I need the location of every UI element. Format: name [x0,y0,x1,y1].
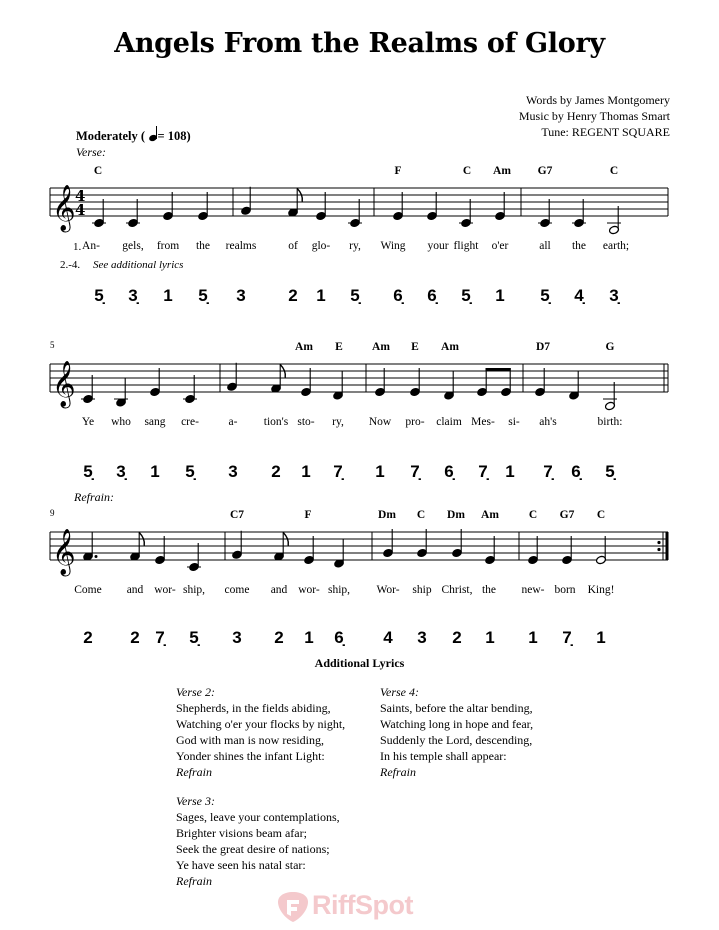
riffspot-logo: RiffSpot [312,890,413,920]
scale-degree-number: 2 [130,628,140,647]
lyric-syllable: the [481,584,497,596]
scale-degree-number: 3 [417,628,427,647]
chord-symbol: C [462,165,472,177]
verse-4-label: Verse 4: [380,685,419,699]
scale-degree-number: 1 [301,462,311,481]
verse-3-line: Ye have seen his natal star: [176,858,306,872]
verse-4-line: Saints, before the altar bending, [380,701,533,715]
lyric-syllable: An- [82,240,100,252]
lyric-syllable: and [270,584,288,596]
lyric-syllable: pro- [405,416,425,428]
lyric-syllable: sang [144,416,166,428]
lyric-syllable: gels, [122,240,144,252]
verse-label: Verse: [76,145,106,159]
chord-symbol: E [335,341,343,353]
measure-number-9: 9 [50,508,55,518]
chord-symbol: C [528,509,538,521]
verse-3-line: Sages, leave your contemplations, [176,810,340,824]
lyric-syllable: claim [436,416,462,428]
scale-degree-number: 6̣ [393,286,403,305]
scale-degree-number: 1 [304,628,314,647]
chord-symbol: G7 [559,509,575,521]
repeat-dot [657,548,660,551]
lyric-syllable: earth; [602,240,630,252]
tempo-label: Moderately [76,129,138,143]
dot [95,555,98,558]
verse-3-block [176,793,340,889]
chord-symbol: G7 [537,165,553,177]
scale-degree-number: 5̣ [540,286,550,305]
scale-degree-number: 1 [596,628,606,647]
lyric-syllable: born [554,584,576,596]
verse-2-line: Shepherds, in the fields abiding, [176,701,331,715]
lyric-syllable: wor- [154,584,176,596]
lyric-syllable: ry, [349,240,361,252]
scale-degree-number: 4 [383,628,393,647]
chord-symbol: E [411,341,419,353]
barline [666,532,669,560]
scale-degree-number: 1 [375,462,385,481]
lyric-syllable: o'er [491,240,509,252]
verse-3-line: Seek the great desire of nations; [176,842,330,856]
scale-degree-number: 6̣ [571,462,581,481]
tempo-marking: Moderately ( = 108) [76,127,191,144]
lyric-syllable: ship, [182,584,206,596]
lyric-syllable: birth: [597,416,623,428]
scale-degree-number: 1 [316,286,326,305]
verse-2-block [176,684,345,780]
scale-degree-number: 7̣ [410,462,420,481]
measure-number-5: 5 [50,340,55,350]
verse-1-number: 1. [73,241,82,253]
tempo-bpm: = 108 [157,129,187,143]
scale-degree-number: 1 [163,286,173,305]
scale-degree-number: 7̣ [333,462,343,481]
verse-4-line: Watching long in hope and fear, [380,717,534,731]
repeat-dot [657,541,660,544]
lyric-syllable: Mes- [471,416,495,428]
lyric-syllable: realms [225,240,257,252]
chord-symbol: Dm [447,509,465,521]
verse-4-line: Suddenly the Lord, descending, [380,733,533,747]
scale-degree-number: 5̣ [461,286,471,305]
verse-2-line: God with man is now residing, [176,733,324,747]
chord-symbol: Am [372,341,390,353]
scale-degree-number: 6̣ [427,286,437,305]
chord-symbol: Am [441,341,459,353]
scale-degree-number: 5̣ [605,462,615,481]
lyric-syllable: new- [521,584,545,596]
scale-degree-number: 5̣ [189,628,199,647]
lyric-syllable: ry, [332,416,344,428]
scale-degree-number: 1 [150,462,160,481]
chord-symbol: Am [493,165,511,177]
treble-clef-icon: 𝄞 [52,529,76,575]
lyric-syllable: all [539,240,551,252]
lyric-syllable: Wing [380,240,406,252]
scale-degree-number: 1 [485,628,495,647]
lyric-syllable: the [195,240,211,252]
scale-degree-number: 7̣ [562,628,572,647]
lyric-syllable: cre- [181,416,199,428]
scale-degree-number: 7̣ [155,628,165,647]
lyric-syllable: ah's [539,416,557,428]
lyric-syllable: King! [587,584,615,596]
chord-symbol: F [394,165,402,177]
verses-2-4-number: 2.-4. [60,259,81,271]
lyric-syllable: flight [453,240,479,252]
scale-degree-number: 2 [452,628,462,647]
scale-degree-number: 5̣ [350,286,360,305]
credit-words: Words by James Montgomery [525,93,670,107]
scale-degree-number: 4̣ [574,286,584,305]
chord-symbol: Dm [378,509,396,521]
time-signature-bottom: 4 [75,201,86,219]
lyric-syllable: and [126,584,144,596]
lyric-syllable: tion's [263,416,289,428]
chord-symbol: F [304,509,312,521]
lyric-syllable: glo- [311,240,331,252]
scale-degree-number: 2 [271,462,281,481]
lyric-syllable: ship, [327,584,351,596]
chord-symbol: Am [295,341,313,353]
lyric-syllable: ship [412,584,432,596]
verse-2-refrain: Refrain [176,765,212,779]
scale-degree-number: 7̣ [543,462,553,481]
verse-2-line: Watching o'er your flocks by night, [176,717,346,731]
lyric-syllable: the [571,240,587,252]
scale-degree-number: 3̣ [609,286,619,305]
treble-clef-icon: 𝄞 [52,361,76,407]
scale-degree-number: 3̣ [128,286,138,305]
refrain-label: Refrain: [74,490,114,504]
lyric-syllable: of [288,240,298,252]
guitar-pick-icon [276,890,310,924]
lyric-syllable: who [111,416,131,428]
credit-music: Music by Henry Thomas Smart [518,109,670,123]
chord-symbol: C [93,165,103,177]
scale-degree-number: 1 [528,628,538,647]
scale-degree-number: 3 [228,462,238,481]
scale-degree-number: 5̣ [83,462,93,481]
lyric-syllable: wor- [298,584,320,596]
credit-tune: Tune: REGENT SQUARE [541,125,670,139]
scale-degree-number: 1 [495,286,505,305]
additional-lyrics-heading: Additional Lyrics [314,656,405,670]
lyric-syllable: Ye [81,416,95,428]
time-signature-top: 4 [75,187,86,205]
scale-degree-number: 2 [288,286,298,305]
treble-clef-icon: 𝄞 [52,185,76,231]
scale-degree-number: 3̣ [116,462,126,481]
scale-degree-number: 1 [505,462,515,481]
lyric-syllable: Now [368,416,392,428]
lyric-syllable: come [224,584,250,596]
beam [486,368,511,372]
scale-degree-number: 3 [232,628,242,647]
lyric-syllable: your [427,240,449,252]
verse-4-refrain: Refrain [380,765,416,779]
chord-symbol: D7 [535,341,551,353]
lyric-syllable: from [156,240,180,252]
verse-4-block [380,684,533,780]
scale-degree-number: 2 [274,628,284,647]
lyric-syllable: sto- [297,416,315,428]
scale-degree-number: 6̣ [444,462,454,481]
verse-2-label: Verse 2: [176,685,215,699]
scale-degree-number: 3 [236,286,246,305]
verse-3-refrain: Refrain [176,874,212,888]
chord-symbol: C [416,509,426,521]
scale-degree-number: 2 [83,628,93,647]
scale-degree-number: 6̣ [334,628,344,647]
verse-3-line: Brighter visions beam afar; [176,826,307,840]
chord-symbol: Am [481,509,499,521]
chord-symbol: G [605,341,615,353]
chord-symbol: C [609,165,619,177]
scale-degree-number: 7̣ [478,462,488,481]
chord-symbol: C [596,509,606,521]
lyric-syllable: a- [228,416,238,428]
scale-degree-number: 5̣ [185,462,195,481]
lyric-syllable: Come [74,584,102,596]
scale-degree-number: 5̣ [94,286,104,305]
see-additional-lyrics: See additional lyrics [93,259,184,271]
scale-degree-number: 5̣ [198,286,208,305]
verse-3-label: Verse 3: [176,794,215,808]
lyric-syllable: si- [508,416,520,428]
verse-4-line: In his temple shall appear: [380,749,507,763]
lyric-syllable: Christ, [441,584,473,596]
verse-2-line: Yonder shines the infant Light: [176,749,325,763]
lyric-syllable: Wor- [376,584,400,596]
chord-symbol: C7 [229,509,245,521]
page-title: Angels From the Realms of Glory [114,28,605,59]
